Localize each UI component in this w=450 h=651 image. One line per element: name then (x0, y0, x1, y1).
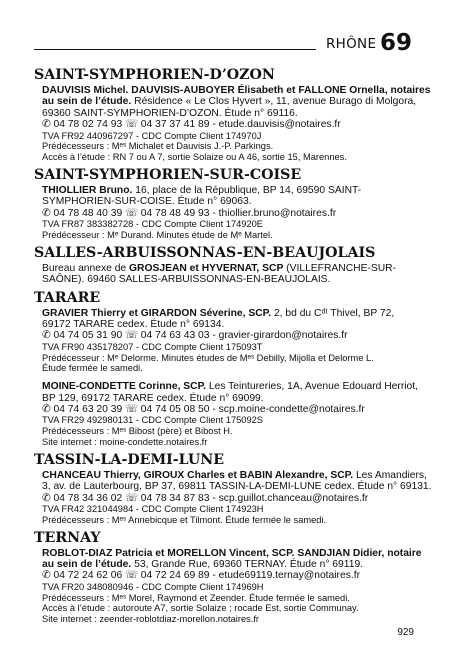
notary-entry (34, 547, 422, 625)
address: 53, Grande Rue, 69360 TERNAY. Étude n° 69119. (131, 559, 364, 571)
address-cont: 3, av. de Lauterbourg, BP 37, 69811 TASSIN-LA-DEMI-LUNE cedex. Étude n° 69131. (42, 481, 432, 493)
address-cont: 69172 TARARE cedex. Étude n° 69134. (42, 319, 225, 331)
firm-name-cont: au sein de l’étude. (42, 96, 132, 108)
address: 2, bd du Cᵈᵗ Thivel, BP 72, (271, 307, 395, 319)
town-heading: SALLES-ARBUISSONNAS-EN-BEAUJOLAIS (34, 244, 376, 261)
town-heading: TARARE (34, 289, 101, 306)
address: 16, place de la République, BP 14, 69590 SAINT- (132, 185, 362, 197)
tva-line: TVA FR29 492980131 - CDC Compte Client 175092S (42, 415, 264, 426)
access-line: Accès à l’étude : RN 7 ou A 7, sortie Solaize ou A 46, sortie 15, Marennes. (42, 152, 347, 163)
predecessors-line: Prédécesseurs : Mᵉˢ Annebicque et Tilmont. Étude fermée le samedi. (42, 514, 327, 525)
town-heading: TASSIN-LA-DEMI-LUNE (34, 451, 225, 468)
tva-line: TVA FR42 321044984 - CDC Compte Client 174923H (42, 504, 264, 515)
predecessors-line: Prédécesseurs : Mᵉˢ Michalet et Dauvisis J.-P. Parkings. (42, 141, 274, 152)
page-number: 929 (397, 627, 414, 638)
notary-entry (34, 469, 432, 526)
notary-entry (34, 381, 418, 448)
firm-name: CHANCEAU Thierry, GIROUX Charles et BABIN Alexandre, SCP. (42, 469, 354, 481)
notary-entry (34, 263, 414, 286)
firm-name: MOINE-CONDETTE Corinne, SCP. (42, 381, 207, 393)
address: Les Amandiers, (353, 469, 427, 481)
notary-entry (34, 308, 414, 375)
closing-note: Étude fermée le samedi. (42, 363, 143, 374)
firm-name: GRAVIER Thierry et GIRARDON Séverine, SCP. (42, 307, 272, 319)
annex-prefix: Bureau annexe de (42, 262, 130, 274)
contact-line: ✆ 04 78 48 40 39 ☏ 04 78 48 49 93 - thiollier.bruno@notaires.fr (42, 207, 337, 219)
address: Résidence « Le Clos Hyvert », 11, avenue Burago di Molgora, (131, 96, 417, 108)
address: (VILLEFRANCHE-SUR- (283, 262, 397, 274)
predecessors-line: Prédécesseurs : Mᵉˢ Bibost (père) et Bibost H. (42, 426, 233, 437)
town-heading: TERNAY (34, 529, 101, 546)
header-rule (34, 49, 316, 50)
contact-line: ✆ 04 72 24 62 06 ☏ 04 72 24 69 89 - etude69119.ternay@notaires.fr (42, 570, 361, 582)
website-line: Site internet : moine-condette.notaires.fr (42, 437, 208, 448)
contact-line: ✆ 04 78 34 36 02 ☏ 04 78 34 87 83 - scp.guillot.chanceau@notaires.fr (42, 492, 369, 504)
firm-name: GROSJEAN et HYVERNAT, SCP (129, 262, 284, 274)
tva-line: TVA FR92 440967297 - CDC Compte Client 174970J (42, 130, 262, 141)
access-line: Accès à l’étude : autoroute A7, sortie Solaize ; rocade Est, sortie Communay. (42, 603, 359, 614)
tva-line: TVA FR90 435178207 - CDC Compte Client 175093T (42, 341, 263, 352)
firm-name: DAUVISIS Michel. DAUVISIS-AUBOYER Élisabeth et FALLONE Ornella, notaires (42, 85, 431, 96)
address: Les Teintureries, 1A, Avenue Edouard Herriot, (206, 381, 418, 393)
address-cont: 69360 SAINT-SYMPHORIEN-D’OZON. Étude n° 69116. (42, 107, 298, 119)
running-header (34, 30, 412, 56)
contact-line: ✆ 04 78 02 74 93 ☏ 04 37 37 41 89 - etude.dauvisis@notaires.fr (42, 119, 341, 131)
address-cont: SYMPHORIEN-SUR-COISE. Étude n° 69063. (42, 196, 252, 208)
predecessors-line: Prédécesseur : Mᵉ Delorme. Minutes études de Mᵉˢ Debilly, Mijolla et Delorme L. (42, 352, 374, 363)
listing-content (34, 64, 432, 628)
firm-name-cont: au sein de l’étude. (42, 559, 132, 571)
firm-name: THIOLLIER Bruno. (42, 185, 133, 197)
predecessors-line: Prédécesseurs : Mᵉˢ Morel, Raymond et Zeender. Étude fermée le samedi. (42, 592, 350, 603)
notary-entry (34, 85, 431, 163)
address-cont: BP 129, 69172 TARARE cedex. Étude n° 69099. (42, 392, 264, 404)
predecessors-line: Prédécesseur : Mᵉ Durand. Minutes étude de Mᵉ Martel. (42, 230, 273, 241)
website-line: Site internet : zeender-roblotdiaz-morellon.notaires.fr (42, 614, 260, 625)
contact-line: ✆ 04 74 63 20 39 ☏ 04 74 05 08 50 - scp.moine-condette@notaires.fr (42, 404, 365, 416)
firm-name: ROBLOT-DIAZ Patricia et MORELLON Vincent, SCP. SANDJIAN Didier, notaire (42, 547, 422, 559)
contact-line: ✆ 04 74 05 31 90 ☏ 04 74 63 43 03 - gravier-girardon@notaires.fr (42, 330, 348, 342)
tva-line: TVA FR87 383382728 - CDC Compte Client 174920E (42, 219, 264, 230)
department-number: 69 (379, 30, 412, 56)
address-cont: SAÔNE). 69460 SALLES-ARBUISSONNAS-EN-BEAUJOLAIS. (42, 274, 331, 286)
tva-line: TVA FR20 348080946 - CDC Compte Client 174969H (42, 581, 264, 592)
town-heading: SAINT-SYMPHORIEN-SUR-COISE (34, 167, 302, 184)
notary-entry (34, 185, 414, 241)
region-name: RHÔNE (326, 36, 377, 52)
town-heading: SAINT-SYMPHORIEN-D’OZON (34, 67, 275, 83)
